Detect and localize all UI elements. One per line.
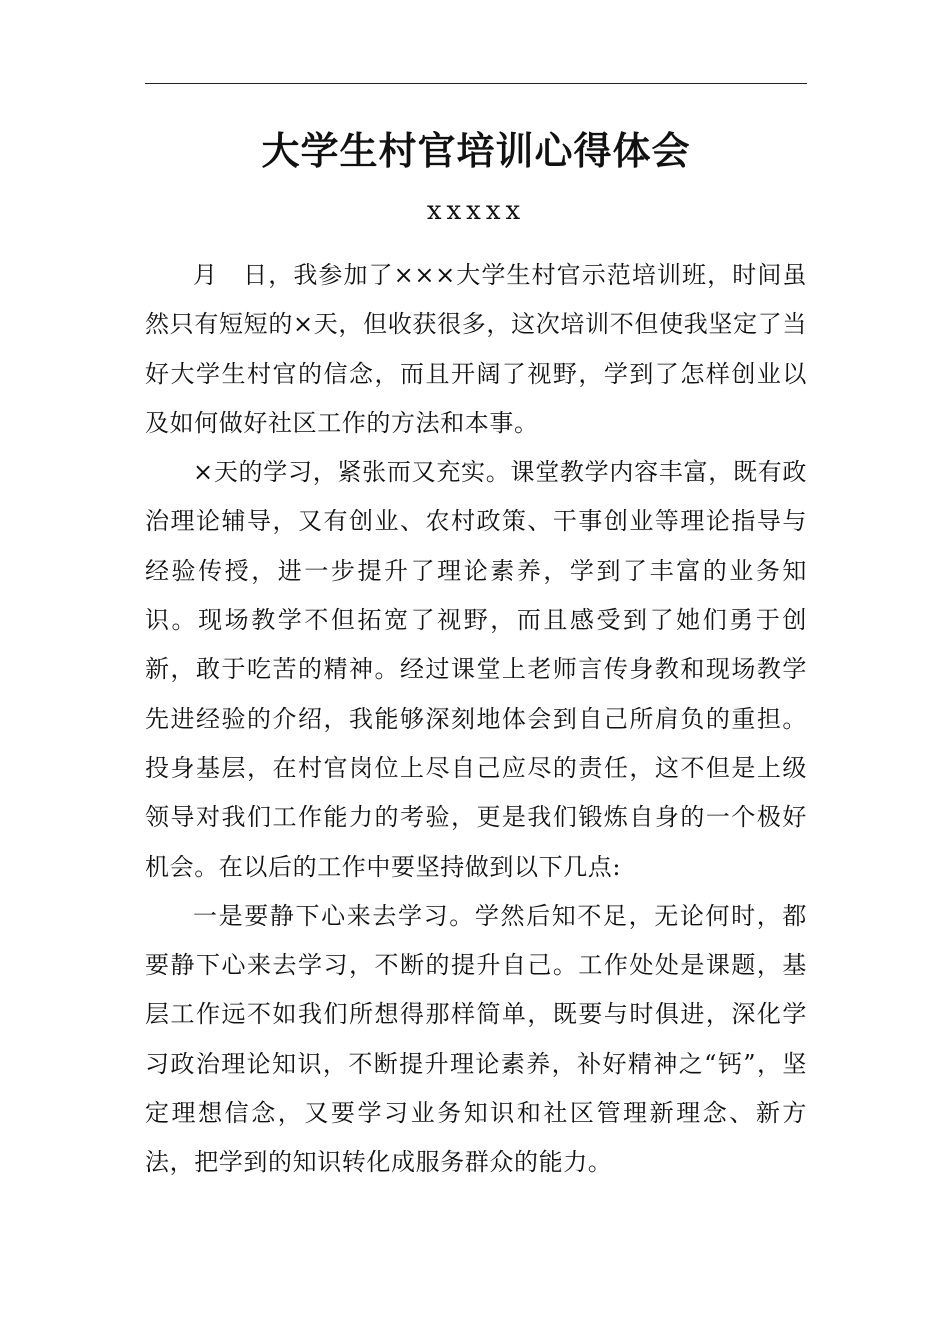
paragraph-2: ×天的学习，紧张而又充实。课堂教学内容丰富，既有政治理论辅导，又有创业、农村政策、干事创业等理论指导与经验传授，进一步提升了理论素养，学到了丰富的业务知识。现场教学不但拓宽了视野，而且感受到了她们勇于创新，敢于吃苦的精神。经过课堂上老师言传身教和现场教学先进经验的介绍，我能够深刻地体会到自己所肩负的重担。投身基层，在村官岗位上尽自己应尽的责任，这不但是上级领导对我们工作能力的考验，更是我们锻炼自身的一个极好机会。在以后的工作中要坚持做到以下几点: [145, 458, 807, 881]
document-body [145, 251, 807, 1188]
document-title: 大学生村官培训心得体会 [261, 128, 691, 173]
paragraph-3: 一是要静下心来去学习。学然后知不足，无论何时，都要静下心来去学习，不断的提升自己。工作处处是课题，基层工作远不如我们所想得那样简单，既要与时俱进，深化学习政治理论知识，不断提升理论素养，补好精神之“钙”，坚定理想信念，又要学习业务知识和社区管理新理念、新方法，把学到的知识转化成服务群众的能力。 [145, 901, 807, 1177]
paragraph-1: 月 日，我参加了×××大学生村官示范培训班，时间虽然只有短短的×天，但收获很多，这次培训不但使我坚定了当好大学生村官的信念，而且开阔了视野，学到了怎样创业以及如何做好社区工作的方法和本事。 [145, 261, 807, 437]
document-author: xxxxx [426, 196, 526, 226]
header-rule [145, 83, 807, 84]
